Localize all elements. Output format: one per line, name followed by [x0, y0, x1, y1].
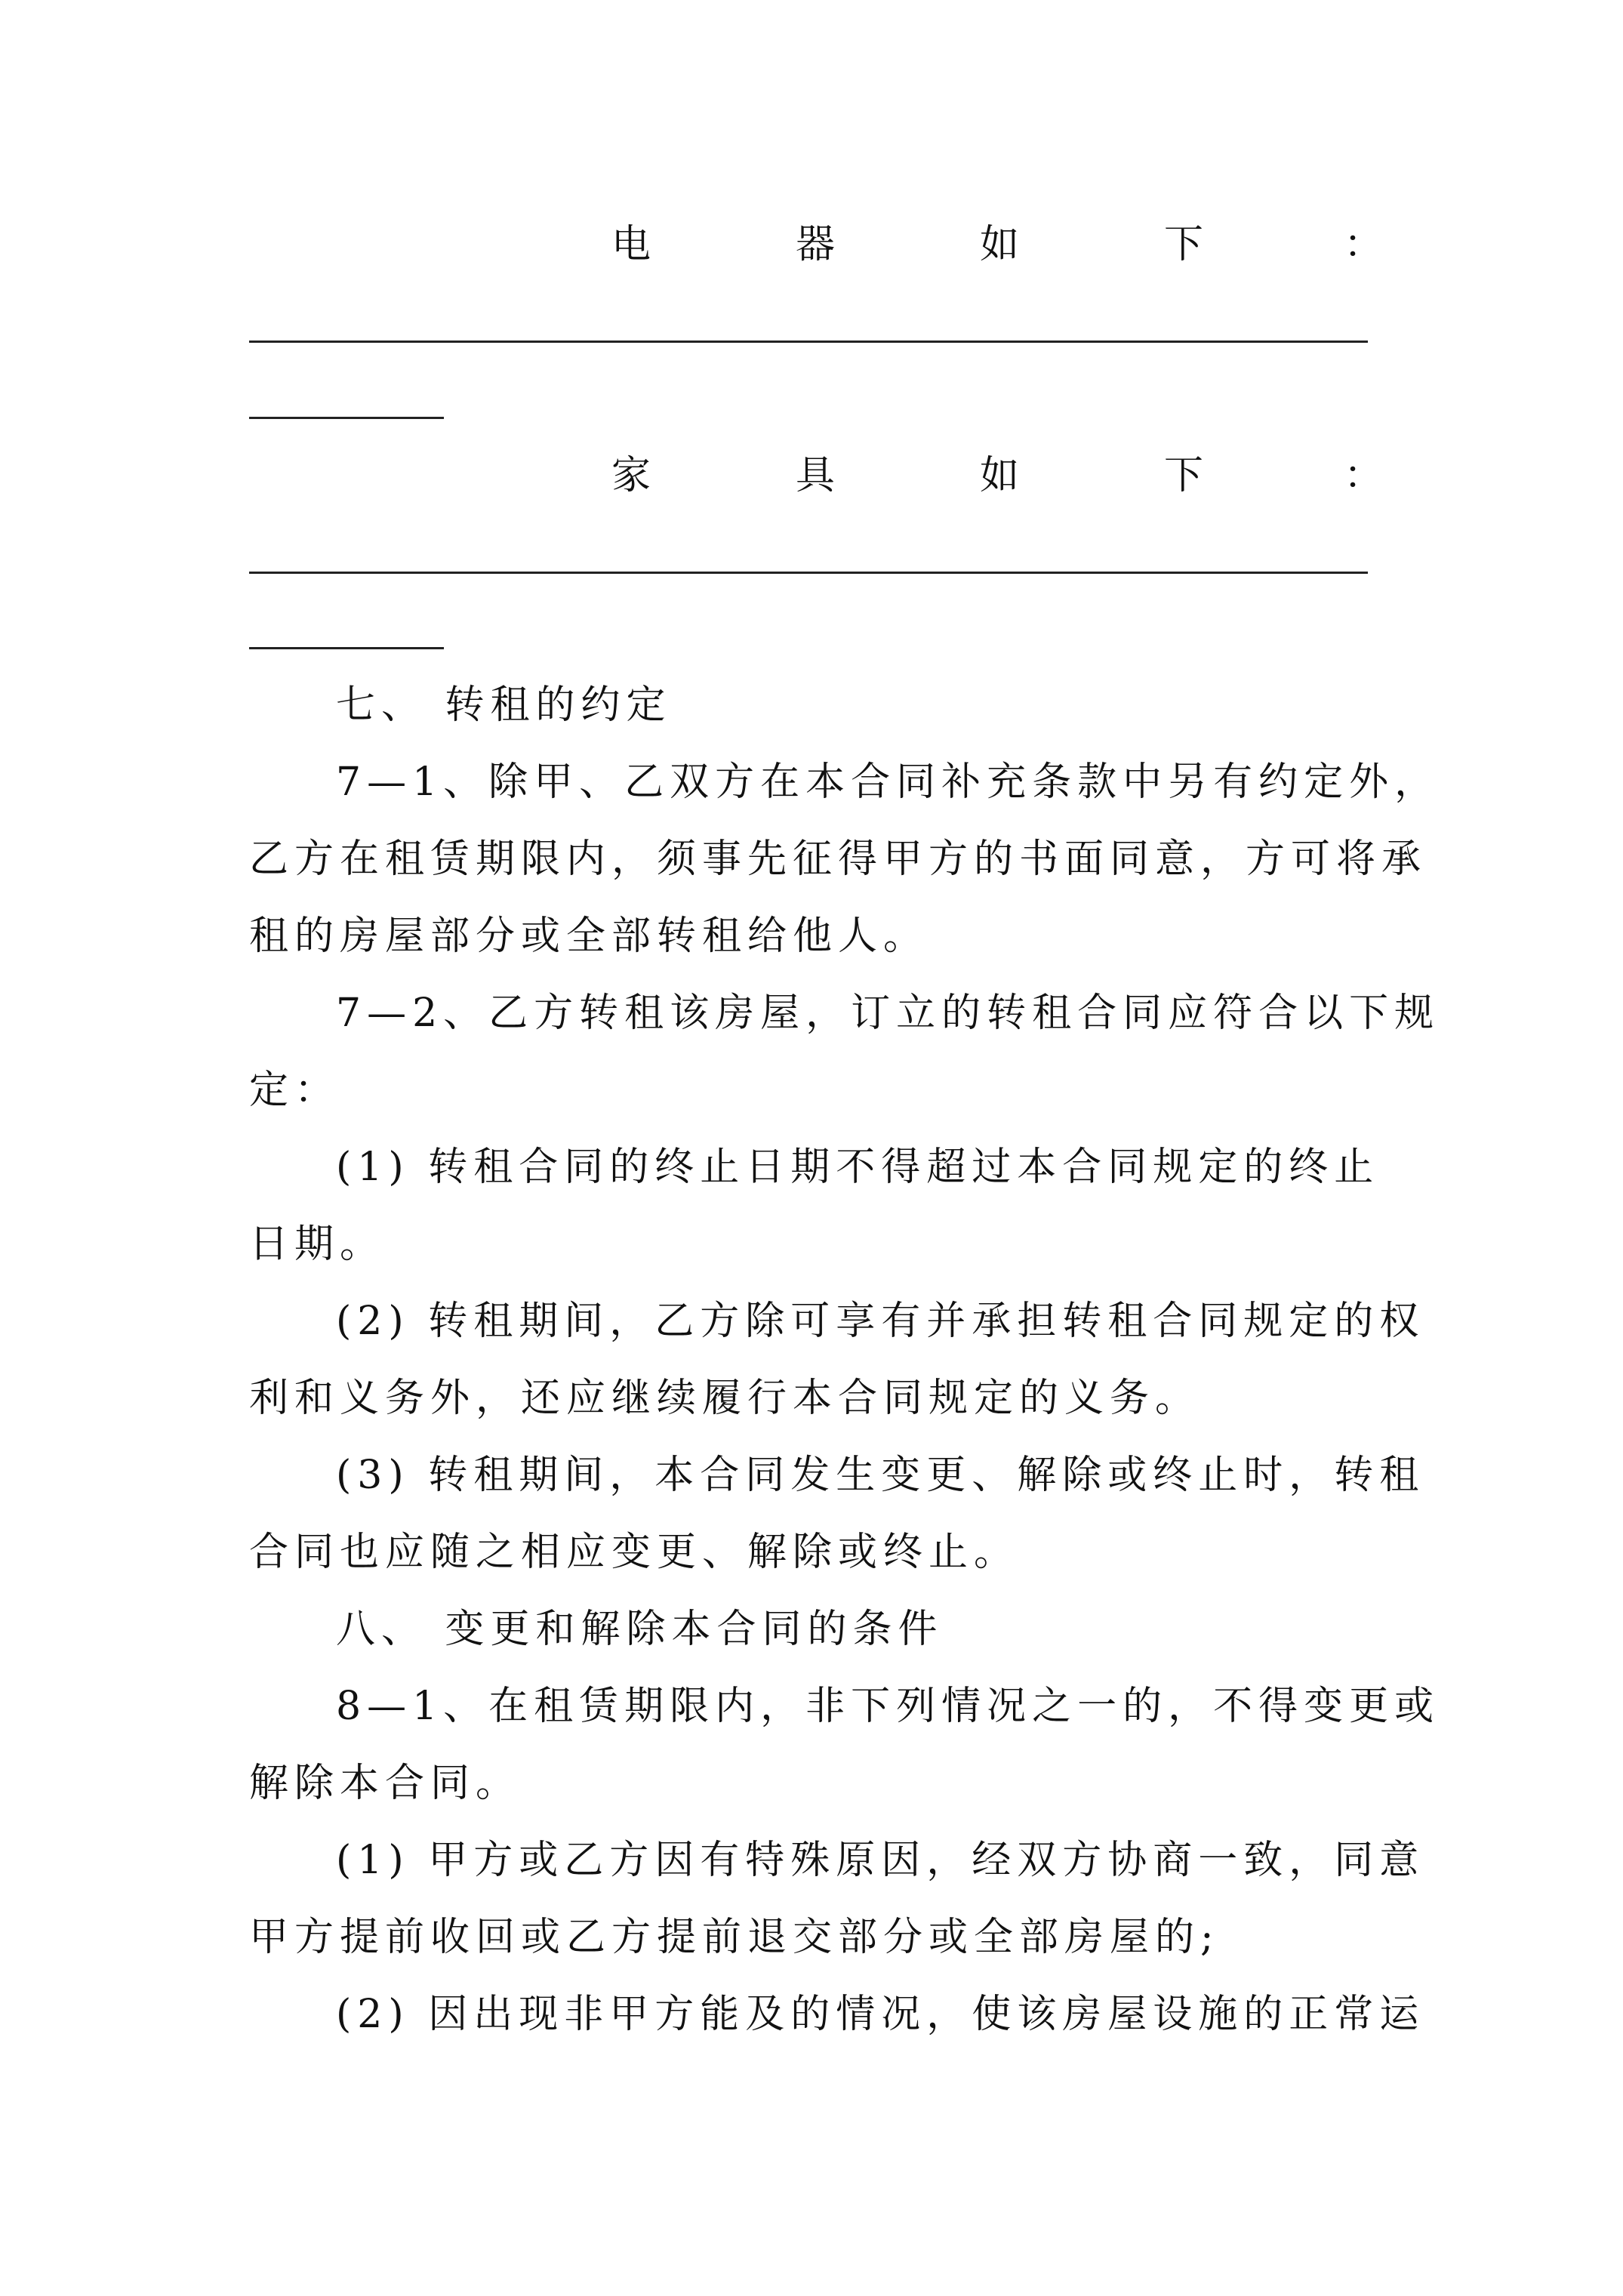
heading-char: 器 [796, 222, 836, 267]
heading-char: 如 [980, 222, 1020, 267]
paragraph-line: (2) 转租期间，乙方除可享有并承担转租合同规定的权 [336, 1299, 1425, 1344]
paragraph-line: 解除本合同。 [249, 1761, 522, 1806]
furniture-heading [611, 445, 1384, 506]
heading-char: 如 [980, 453, 1020, 498]
furniture-blank-line-end [249, 647, 444, 649]
paragraph-line: (1) 甲方或乙方因有特殊原因，经双方协商一致，同意 [336, 1838, 1425, 1883]
paragraph-line: 定： [249, 1068, 340, 1113]
heading-char: ： [1344, 222, 1384, 267]
paragraph-line: (2) 因出现非甲方能及的情况，使该房屋设施的正常运 [336, 1992, 1425, 2037]
section-heading-sublease: 七、 转租的约定 [336, 683, 672, 728]
heading-char: 具 [796, 453, 836, 498]
paragraph-line: (1) 转租合同的终止日期不得超过本合同规定的终止 [336, 1145, 1380, 1190]
paragraph-line: 7—2、乙方转租该房屋，订立的转租合同应符合以下规 [336, 991, 1440, 1036]
heading-char: ： [1344, 453, 1384, 498]
heading-char: 下 [1164, 453, 1204, 498]
heading-char: 电 [611, 222, 651, 267]
paragraph-line: (3) 转租期间，本合同发生变更、解除或终止时，转租 [336, 1453, 1425, 1498]
paragraph-line: 日期。 [249, 1222, 386, 1267]
heading-char: 家 [611, 453, 651, 498]
heading-char: 下 [1164, 222, 1204, 267]
appliances-blank-line-end [249, 417, 444, 419]
paragraph-line: 乙方在租赁期限内，须事先征得甲方的书面同意，方可将承 [249, 837, 1427, 882]
section-heading-change-termination: 八、 变更和解除本合同的条件 [336, 1607, 944, 1652]
paragraph-line: 7—1、除甲、乙双方在本合同补充条款中另有约定外， [336, 760, 1440, 805]
paragraph-line: 租的房屋部分或全部转租给他人。 [249, 914, 929, 959]
paragraph-line: 合同也应随之相应变更、解除或终止。 [249, 1530, 1020, 1575]
furniture-blank-line [249, 572, 1368, 574]
appliances-heading [611, 214, 1384, 275]
paragraph-line: 利和义务外，还应继续履行本合同规定的义务。 [249, 1376, 1201, 1421]
paragraph-line: 8—1、在租赁期限内，非下列情况之一的，不得变更或 [336, 1684, 1440, 1729]
paragraph-line: 甲方提前收回或乙方提前退交部分或全部房屋的; [249, 1915, 1220, 1960]
appliances-blank-line [249, 341, 1368, 343]
